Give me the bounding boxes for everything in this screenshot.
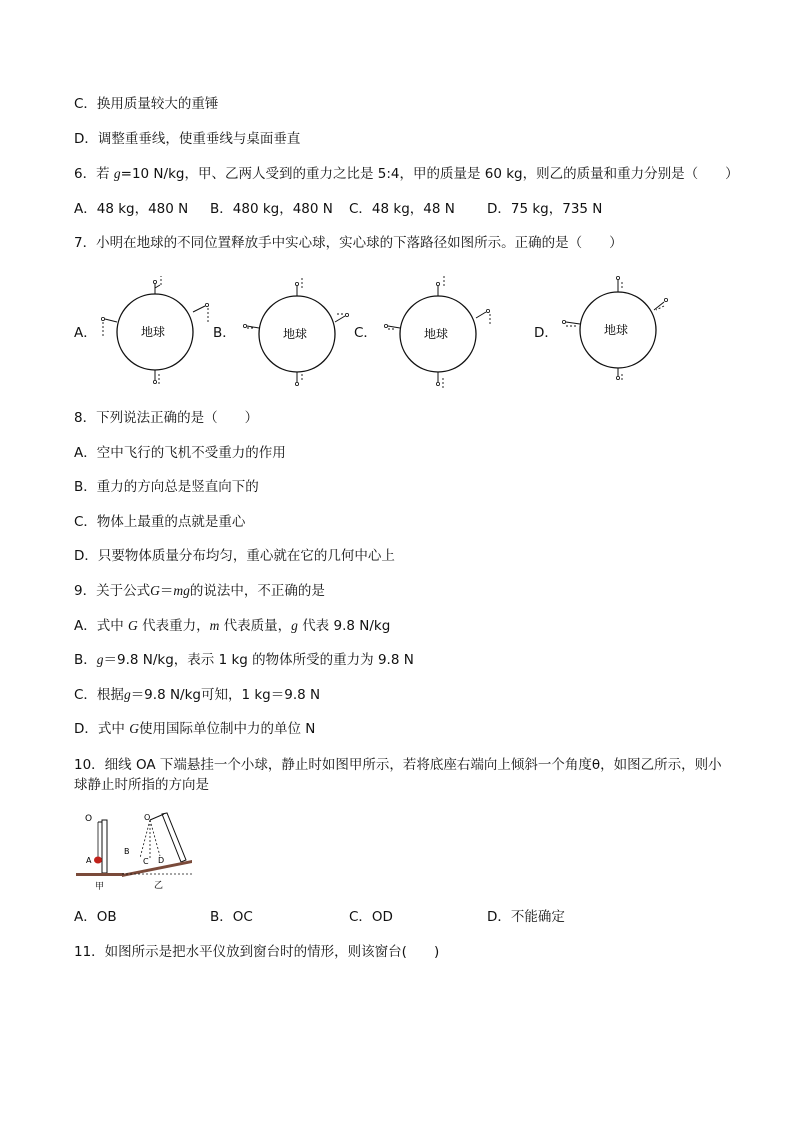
q9-a-m: m: [209, 618, 220, 633]
q10-figure-yi: [120, 808, 200, 890]
q9-c-g: g: [123, 687, 131, 702]
q10-option-b: B．OC: [210, 909, 253, 925]
q10-caption-jia: 甲: [95, 882, 105, 892]
q10-option-a: A．OB: [74, 909, 117, 925]
q9-option-c: [74, 685, 320, 705]
q10-option-d: D．不能确定: [487, 909, 565, 925]
q8-option-a: A．空中飞行的飞机不受重力的作用: [74, 445, 286, 461]
q6-option-d: D．75 kg，735 N: [487, 201, 603, 217]
q10-label-o1: O: [85, 814, 93, 824]
q7-label-a: A．: [74, 325, 97, 341]
q9-c-prefix: C．根据: [74, 687, 124, 703]
q11-stem: 11．如图所示是把水平仪放到窗台时的情形，则该窗台( ): [74, 944, 440, 960]
q9-d-G: G: [129, 721, 139, 736]
q7-label-c: C．: [354, 325, 377, 341]
q9-a-mid1: 代表重力，: [142, 618, 210, 634]
q6-stem-suffix: =10 N/kg，甲、乙两人受到的重力之比是 5:4，甲的质量是 60 kg，则乙的质量和重力分别是（ ）: [120, 166, 739, 182]
q5-option-c: C．换用质量较大的重锤: [74, 96, 219, 112]
q9-option-d: [74, 719, 315, 739]
q10-label-c: C: [143, 857, 149, 866]
q10-base-jia: [76, 873, 124, 876]
q6-g-symbol: g: [113, 166, 121, 181]
q7-earth-label-a: 地球: [141, 325, 166, 339]
q10-caption-yi: 乙: [154, 881, 164, 891]
q9-a-G: G: [128, 618, 138, 633]
q7-earth-label-d: 地球: [604, 323, 629, 337]
q7-figure-c: [378, 284, 498, 389]
q9-d-prefix: D．式中: [74, 721, 125, 737]
q9-formula-G: G: [150, 583, 160, 598]
q6-option-a: A．48 kg，480 N: [74, 201, 189, 217]
q10-stem: 10．细线 OA 下端悬挂一个小球，静止时如图甲所示，若将底座右端向上倾斜一个角度θ，如图乙所示，则小球静止时所指的方向是: [74, 757, 722, 793]
q7-figure-d: [558, 272, 678, 387]
q10-label-b: B: [124, 847, 130, 856]
q7-label-b: B．: [213, 325, 236, 341]
q10-ball: [94, 857, 102, 864]
q9-c-suffix: ＝9.8 N/kg可知，1 kg＝9.8 N: [130, 687, 321, 703]
q9-option-a: [74, 616, 390, 636]
q9-a-prefix: A．式中: [74, 618, 124, 634]
q10-label-d: D: [158, 856, 165, 865]
q9-stem-suffix: 的说法中，不正确的是: [189, 583, 325, 599]
q8-option-b: B．重力的方向总是竖直向下的: [74, 479, 259, 495]
q9-b-prefix: B．: [74, 652, 97, 668]
q9-b-suffix: ＝9.8 N/kg，表示 1 kg 的物体所受的重力为 9.8 N: [103, 652, 414, 668]
q9-b-g: g: [96, 652, 104, 667]
q7-figure-b: [235, 284, 355, 389]
q9-formula-mg: mg: [173, 583, 190, 598]
q10-label-o2: O: [144, 813, 151, 822]
q7-label-d: D．: [534, 325, 558, 341]
q7-stem: 7．小明在地球的不同位置释放手中实心球，实心球的下落路径如图所示。正确的是（ ）: [74, 235, 623, 251]
q5-option-d: D．调整重垂线，使重垂线与桌面垂直: [74, 131, 301, 147]
q9-a-suffix: 代表 9.8 N/kg: [302, 618, 391, 634]
q9-option-b: [74, 650, 414, 670]
q6-stem: [74, 164, 739, 184]
q8-option-d: D．只要物体质量分布均匀，重心就在它的几何中心上: [74, 548, 395, 564]
q7-earth-label-b: 地球: [283, 327, 308, 341]
q6-option-c: C．48 kg，48 N: [349, 201, 455, 217]
q9-stem-prefix: 9．关于公式: [74, 583, 151, 599]
q10-label-a: A: [86, 856, 92, 865]
q9-a-g: g: [291, 618, 298, 633]
q9-formula-eq: ＝: [159, 583, 174, 599]
q8-option-c: C．物体上最重的点就是重心: [74, 514, 246, 530]
q6-option-b: B．480 kg，480 N: [210, 201, 333, 217]
q9-stem: [74, 581, 325, 601]
q9-d-suffix: 使用国际单位制中力的单位 N: [138, 721, 316, 737]
q10-option-c: C．OD: [349, 909, 393, 925]
q8-stem: 8．下列说法正确的是（ ）: [74, 410, 259, 426]
q6-stem-prefix: 6．若: [74, 166, 110, 182]
q9-a-mid2: 代表质量，: [223, 618, 292, 634]
q10-base-yi: [122, 860, 192, 877]
q7-figure-a: [95, 282, 215, 387]
q7-earth-label-c: 地球: [424, 327, 449, 341]
